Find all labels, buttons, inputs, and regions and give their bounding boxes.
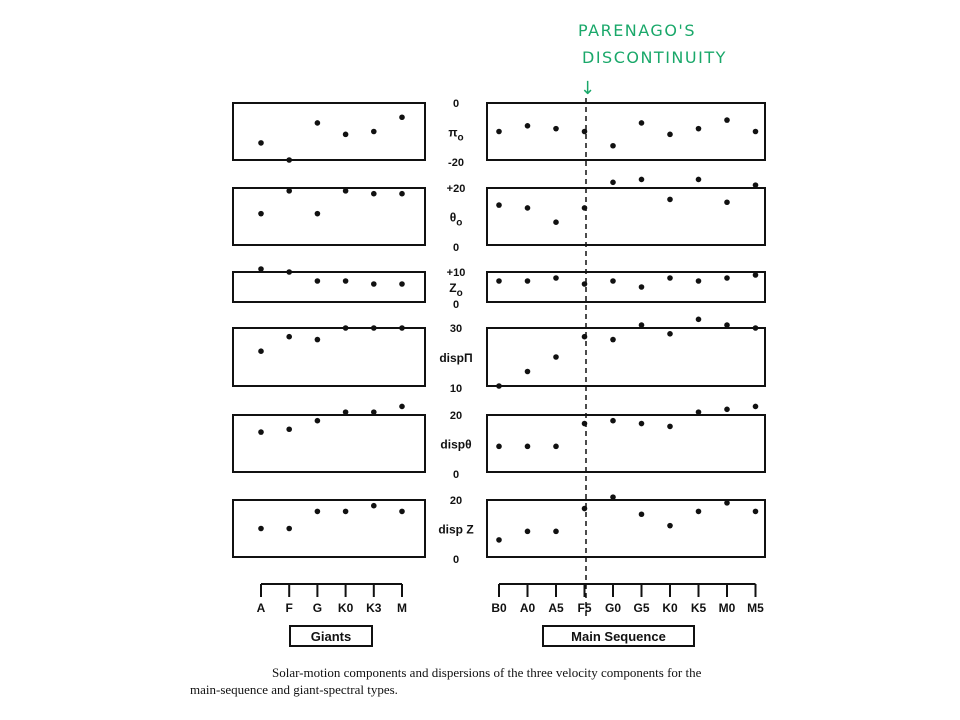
giants-point-F <box>286 334 292 340</box>
ms-tick-label-K5: K5 <box>690 601 707 615</box>
giants-point-K3 <box>371 325 377 331</box>
ms-point-A0 <box>525 205 531 211</box>
panel-disp_theta <box>233 404 765 481</box>
ytick-bottom: -20 <box>448 157 464 169</box>
giants-bracket <box>233 188 241 245</box>
giants-point-A <box>258 526 264 532</box>
giants-point-M <box>399 509 405 515</box>
ms-point-A0 <box>525 123 531 129</box>
ytick-top: 20 <box>449 495 463 507</box>
ms-point-G0 <box>610 418 616 424</box>
giants-tick-label-K3: K3 <box>366 601 382 615</box>
ms-bracket <box>757 272 765 302</box>
ms-point-K5 <box>696 177 702 183</box>
ms-bracket <box>757 328 765 386</box>
ms-point-A0 <box>525 529 531 535</box>
ms-point-M5 <box>753 129 759 135</box>
giants-point-M <box>399 325 405 331</box>
giants-point-K0 <box>343 278 349 284</box>
ms-point-K5 <box>696 509 702 515</box>
ms-tick-label-G0: G0 <box>604 601 622 615</box>
ms-tick-label-M5: M5 <box>747 601 764 615</box>
ms-point-B0 <box>496 537 502 543</box>
caption-line2: main-sequence and giant-spectral types. <box>190 682 398 697</box>
ytick-bottom: 10 <box>449 383 463 395</box>
panel-label: disp Z <box>438 522 474 537</box>
giants-frame <box>241 500 425 557</box>
ms-point-K0 <box>667 523 673 529</box>
ms-tick-label-F5: F5 <box>577 601 592 615</box>
giants-point-K0 <box>343 509 349 515</box>
giants-group-label: Giants <box>310 629 352 644</box>
ms-tick-label-K0: K0 <box>662 601 678 615</box>
giants-point-K3 <box>371 281 377 287</box>
ms-point-K5 <box>696 409 702 415</box>
ms-bracket <box>757 415 765 472</box>
ms-point-A0 <box>525 369 531 375</box>
giants-point-M <box>399 191 405 197</box>
ms-point-M0 <box>724 322 730 328</box>
giants-axis <box>257 584 407 646</box>
ms-tick-label-G5: G5 <box>633 601 650 615</box>
giants-point-A <box>258 266 264 272</box>
ms-point-K5 <box>696 317 702 323</box>
ytick-bottom: 0 <box>452 469 460 481</box>
giants-tick-label-K0: K0 <box>337 601 354 615</box>
ms-point-M0 <box>724 199 730 205</box>
ms-point-K0 <box>667 424 673 430</box>
giants-point-F <box>286 269 292 275</box>
ms-frame <box>487 103 757 160</box>
ms-point-M5 <box>753 182 759 188</box>
panel-label: dispθ <box>440 437 472 452</box>
ms-point-G5 <box>639 421 645 427</box>
ms-point-G5 <box>639 511 645 517</box>
giants-point-G <box>315 278 321 284</box>
ms-point-G0 <box>610 143 616 149</box>
panel-label: $\pi_o$ <box>448 125 464 144</box>
giants-point-K3 <box>371 191 377 197</box>
giants-bracket <box>233 103 241 160</box>
ms-point-A5 <box>553 219 559 225</box>
ms-point-K5 <box>696 126 702 132</box>
ms-point-M0 <box>724 500 730 506</box>
ms-point-G5 <box>639 284 645 290</box>
ms-point-B0 <box>496 129 502 135</box>
giants-tick-label-F: F <box>285 601 293 615</box>
ms-frame <box>487 415 757 472</box>
ms-point-K0 <box>667 132 673 138</box>
annotation-line1: PARENAGO'S <box>578 21 696 40</box>
giants-frame <box>241 272 425 302</box>
ms-point-G5 <box>639 120 645 126</box>
ms-group-label: Main Sequence <box>571 629 666 644</box>
ms-point-A5 <box>553 275 559 281</box>
giants-point-G <box>315 120 321 126</box>
ms-point-K5 <box>696 278 702 284</box>
ms-point-G0 <box>610 337 616 343</box>
giants-tick-label-G: G <box>312 601 323 615</box>
giants-bracket <box>233 328 241 386</box>
giants-point-G <box>315 509 321 515</box>
ms-frame <box>487 272 757 302</box>
panel-disp_z <box>233 494 765 566</box>
giants-point-A <box>258 211 264 217</box>
giants-bracket <box>233 272 241 302</box>
ms-point-K0 <box>667 197 673 203</box>
ms-point-G0 <box>610 278 616 284</box>
giants-point-K0 <box>343 409 349 415</box>
ms-point-G0 <box>610 180 616 186</box>
giants-frame <box>241 103 425 160</box>
panel-theta0 <box>233 177 765 254</box>
ytick-top: 20 <box>449 410 463 422</box>
ytick-bottom: 0 <box>452 554 460 566</box>
ms-frame <box>487 328 757 386</box>
ms-bracket <box>757 500 765 557</box>
ms-point-M5 <box>753 509 759 515</box>
parenago-annotation <box>578 21 727 99</box>
annotation-line2: DISCONTINUITY <box>582 48 727 67</box>
giants-point-K0 <box>343 325 349 331</box>
giants-point-K3 <box>371 129 377 135</box>
giants-point-G <box>315 211 321 217</box>
giants-point-A <box>258 140 264 146</box>
giants-point-M <box>399 404 405 410</box>
panel-label: $Z_o$ <box>449 281 463 299</box>
ms-point-B0 <box>496 444 502 450</box>
ms-point-B0 <box>496 278 502 284</box>
giants-point-F <box>286 426 292 432</box>
ms-point-M5 <box>753 272 759 278</box>
giants-point-M <box>399 114 405 120</box>
ms-frame <box>487 500 757 557</box>
ms-point-A0 <box>525 444 531 450</box>
ms-frame <box>487 188 757 245</box>
ms-point-M5 <box>753 325 759 331</box>
caption-line1: Solar-motion components and dispersions of the three velocity components for the <box>272 665 702 680</box>
panels-layer <box>233 98 765 566</box>
ms-tick-label-M0: M0 <box>718 601 736 615</box>
annotation-arrow-icon: ↓ <box>580 78 597 99</box>
giants-point-F <box>286 188 292 194</box>
giants-point-A <box>258 348 264 354</box>
giants-point-K3 <box>371 409 377 415</box>
ms-point-K0 <box>667 275 673 281</box>
ms-point-M0 <box>724 117 730 123</box>
ytick-top: +20 <box>446 183 466 195</box>
ms-point-B0 <box>496 383 502 389</box>
giants-point-K3 <box>371 503 377 509</box>
ytick-top: 0 <box>452 98 460 110</box>
giants-frame <box>241 188 425 245</box>
ms-point-M0 <box>724 407 730 413</box>
panel-label: dispΠ <box>439 351 473 365</box>
giants-tick-label-A: A <box>256 601 266 615</box>
giants-bracket <box>233 415 241 472</box>
ms-point-M5 <box>753 404 759 410</box>
panel-disp_pi <box>233 317 765 396</box>
ytick-bottom: 0 <box>452 299 460 311</box>
ms-tick-label-A0: A0 <box>519 601 536 615</box>
ms-point-A5 <box>553 529 559 535</box>
giants-frame <box>241 328 425 386</box>
ms-point-K0 <box>667 331 673 337</box>
giants-point-G <box>315 418 321 424</box>
ms-axis <box>491 584 764 646</box>
giants-bracket <box>233 500 241 557</box>
giants-point-M <box>399 281 405 287</box>
ms-point-G5 <box>639 322 645 328</box>
panel-z0 <box>233 266 765 311</box>
panel-label: $\theta_o$ <box>449 210 463 229</box>
ms-point-A0 <box>525 278 531 284</box>
giants-frame <box>241 415 425 472</box>
panel-pi0 <box>233 98 765 169</box>
ms-point-G0 <box>610 494 616 500</box>
giants-point-G <box>315 337 321 343</box>
ms-point-A5 <box>553 444 559 450</box>
ytick-bottom: 0 <box>452 242 460 254</box>
figure-caption <box>190 664 810 698</box>
giants-point-F <box>286 157 292 163</box>
giants-point-K0 <box>343 132 349 138</box>
giants-point-K0 <box>343 188 349 194</box>
giants-point-A <box>258 429 264 435</box>
ytick-top: +10 <box>446 267 466 279</box>
ms-tick-label-A5: A5 <box>548 601 564 615</box>
ms-point-M0 <box>724 275 730 281</box>
giants-tick-label-M: M <box>397 601 407 615</box>
ms-point-A5 <box>553 126 559 132</box>
x-axes-layer <box>257 584 764 646</box>
ms-bracket <box>757 188 765 245</box>
giants-point-F <box>286 526 292 532</box>
ms-tick-label-B0: B0 <box>491 601 507 615</box>
ytick-top: 30 <box>449 323 463 335</box>
ms-point-B0 <box>496 202 502 208</box>
ms-point-G5 <box>639 177 645 183</box>
ms-point-A5 <box>553 354 559 360</box>
